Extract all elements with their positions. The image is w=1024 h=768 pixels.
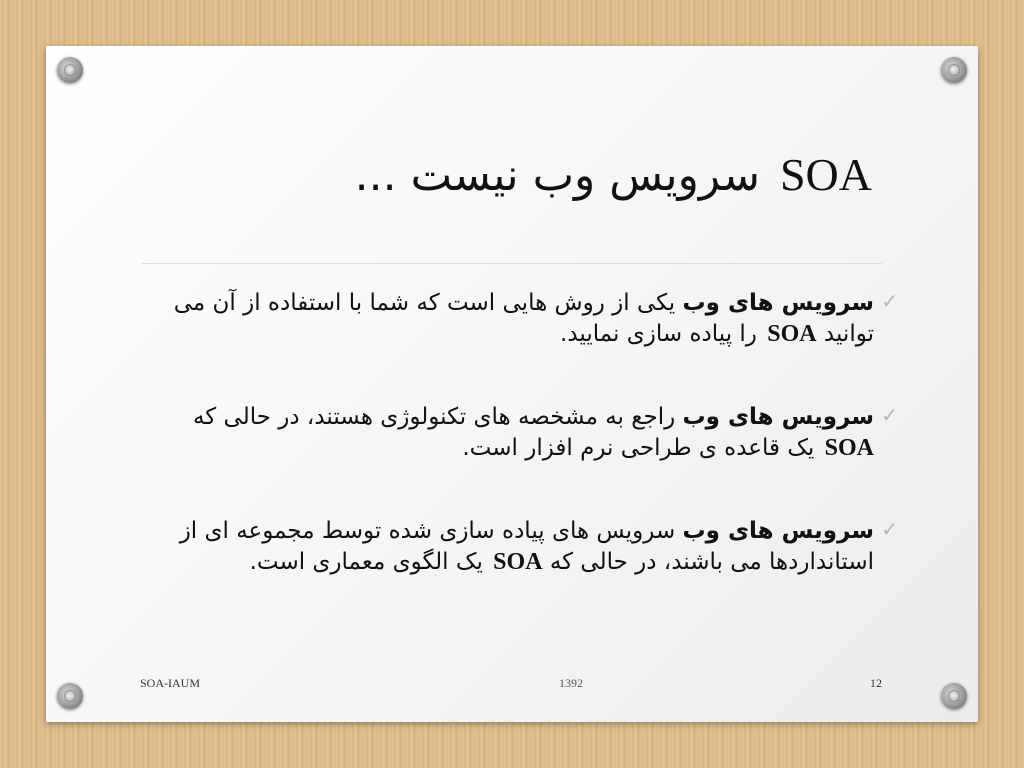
bullet-1-text-1: یکی از روش هایی است که شما با استفاده از آن می توانید (173, 290, 874, 347)
bullet-1-soa: SOA (767, 321, 817, 347)
bullet-item-3 (164, 516, 898, 578)
bullet-item-1 (164, 288, 898, 350)
pushpin-bottom-left-icon (57, 683, 83, 709)
bullet-2-text-2: یک قاعده ی طراحی نرم افزار است. (462, 435, 825, 461)
slide-title (152, 148, 872, 201)
title-soa: SOA (779, 149, 872, 200)
title-ellipsis: ... (354, 150, 397, 201)
pushpin-bottom-right-icon (941, 683, 967, 709)
title-divider (142, 263, 882, 264)
footer-label: SOA-IAUM (140, 676, 200, 690)
bullet-2-bold: سرویس های وب (682, 404, 874, 430)
bullet-2-soa: SOA (824, 435, 874, 461)
title-persian: سرویس وب نیست (410, 150, 760, 201)
bullet-3-text-2: یک الگوی معماری است. (249, 549, 494, 575)
pushpin-top-right-icon (941, 57, 967, 83)
checkmark-icon: ✓ (881, 403, 898, 427)
bullet-item-2 (164, 402, 898, 464)
bullet-2-text-1: راجع به مشخصه های تکنولوژی هستند، در حالی که (192, 404, 683, 430)
slide-number: 12 (870, 676, 882, 690)
bullet-3-soa: SOA (493, 549, 543, 575)
checkmark-icon: ✓ (881, 517, 898, 541)
bullet-1-text-2: را پیاده سازی نمایید. (560, 321, 768, 347)
footer-year: 1392 (559, 676, 583, 690)
pushpin-top-left-icon (57, 57, 83, 83)
checkmark-icon: ✓ (881, 289, 898, 313)
bullet-3-bold: سرویس های وب (682, 518, 874, 544)
bullet-1-bold: سرویس های وب (682, 290, 874, 316)
bullet-3-text-1: سرویس های پیاده سازی شده توسط مجموعه ای از استانداردها می باشند، در حالی که (179, 518, 874, 575)
